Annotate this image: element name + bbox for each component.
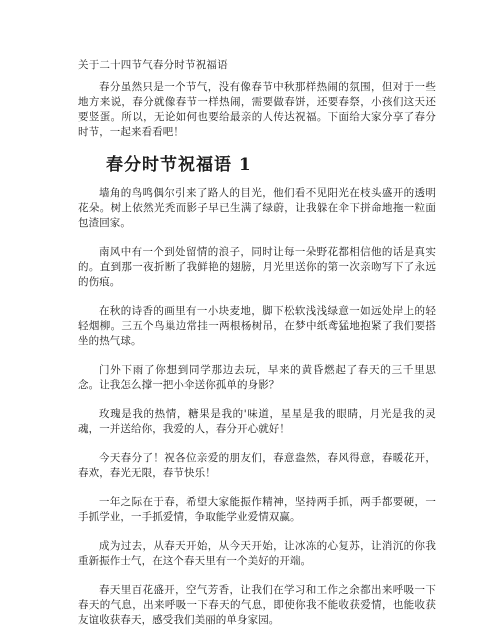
blessing-paragraph-1: 墙角的鸟鸣偶尔引来了路人的目光，他们看不见阳光在枝头盛开的透明花朵。树上依然光秃而影子早已生满了绿蔚，让我躲在伞下拼命地拖一粒面包渣回家。: [78, 187, 436, 229]
blessing-paragraph-6: 今天春分了！祝各位亲爱的朋友们，春意盎然，春风得意，春暖花开，春欢，春光无限，春节快乐！: [78, 452, 436, 479]
blessing-paragraph-7: 一年之际在于春，希望大家能振作精神，坚持两手抓，两手都要硬，一手抓学业，一手抓爱情，争取能学业爱情双赢。: [78, 496, 436, 523]
blessing-paragraph-9: 春天里百花盛开，空气芳香，让我们在学习和工作之余都出来呼吸一下春天的气息，出来呼吸一下春天的气息，即使你我不能收获爱情，也能收获友谊收获春天，感受我们美丽的单身家园。: [78, 584, 436, 626]
blessing-paragraph-2: 南风中有一个到处留情的浪子，同时让每一朵野花都相信他的话是真实的。直到那一夜折断了我鲜艳的翅膀，月光里送你的第一次亲吻写下了永远的伤痕。: [78, 246, 436, 288]
blessing-paragraph-8: 成为过去，从春天开始，从今天开始，让冰冻的心复苏，让消沉的你我重新振作士气，在这个春天里有一个美好的开端。: [78, 540, 436, 567]
document-body: [78, 58, 436, 642]
blessing-paragraph-3: 在秋的诗香的画里有一小块麦地，脚下松软浅浅绿意一如远处岸上的轻轻烟柳。三五个鸟巢边常挂一两根杨树吊，在梦中纸鸢猛地抱紧了我们要搭坐的热气球。: [78, 305, 436, 347]
blessing-paragraph-4: 门外下雨了你想到同学那边去玩，早来的黄昏燃起了春天的三千里思念。让我怎么撑一把小伞送你孤单的身影？: [78, 364, 436, 391]
blessing-paragraph-5: 玫瑰是我的热情，糖果是我的'味道，星星是我的眼睛，月光是我的灵魂，一并送给你，我爱的人，春分开心就好！: [78, 408, 436, 435]
document-title: 关于二十四节气春分时节祝福语: [78, 59, 228, 71]
intro-paragraph: 春分虽然只是一个节气，没有像春节中秋那样热闹的氛围，但对于一些地方来说，春分就像春节一样热闹，需要做春饼，还要春祭，小孩们这天还要竖蛋。所以，无论如何也要给最亲的人传达祝福。下面给大家分享了春分时节，一起来看看吧！: [78, 81, 436, 138]
section-heading: 春分时节祝福语 1: [106, 155, 252, 175]
